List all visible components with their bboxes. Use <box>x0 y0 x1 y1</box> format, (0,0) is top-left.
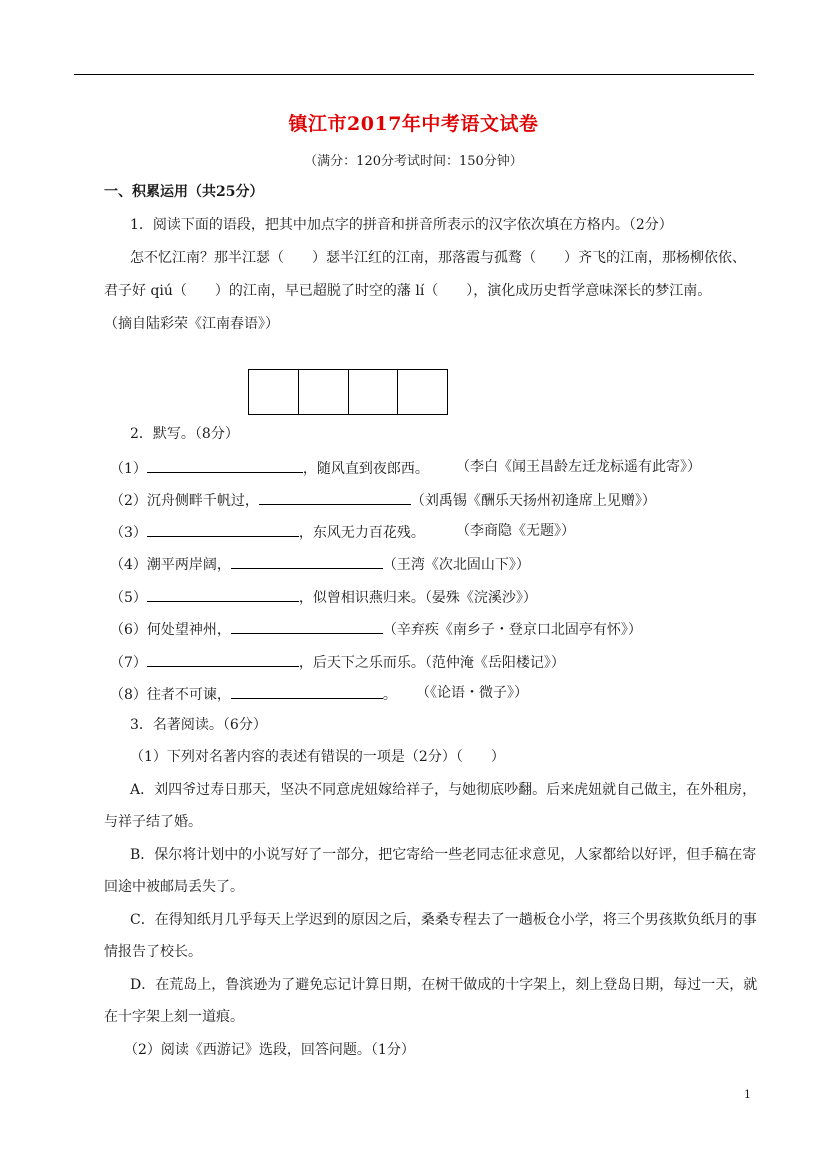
fill-blank[interactable] <box>147 652 299 667</box>
answer-box[interactable] <box>299 370 349 414</box>
dictation-item: （5） ，似曾相识燕归来。（晏殊《浣溪沙》） <box>110 587 537 607</box>
dictation-item: （2）沉舟侧畔千帆过， （刘禹锡《酬乐天扬州初逢席上见赠》） <box>110 490 656 510</box>
fill-blank[interactable] <box>231 619 383 634</box>
option-d: D．在荒岛上，鲁滨逊为了避免忘记计算日期，在树干做成的十字架上，刻上登岛日期，每过一天，就 <box>130 977 758 993</box>
citation: （《论语・微子》） <box>416 685 528 701</box>
option-a: A．刘四爷过寿日那天，坚决不同意虎妞嫁给祥子，与她彻底吵翻。后来虎妞就自己做主，在外租房， <box>130 782 757 798</box>
dictation-item: （7） ，后天下之乐而乐。（范仲淹《岳阳楼记》） <box>110 652 565 672</box>
option-a-cont: 与祥子结了婚。 <box>104 814 202 830</box>
fill-blank[interactable] <box>147 587 299 602</box>
answer-box[interactable] <box>398 370 447 414</box>
q1-passage-line: 君子好 qiú（ ）的江南，早已超脱了时空的藩 lí（ ），演化成历史哲学意味深长的梦江南。 <box>104 283 712 299</box>
dictation-item: （8）往者不可谏， 。 <box>110 684 397 704</box>
answer-boxes <box>248 369 448 415</box>
dictation-item: （1） ，随风直到夜郎西。 <box>110 458 429 478</box>
option-c: C．在得知纸月几乎每天上学迟到的原因之后，桑桑专程去了一趟板仓小学，将三个男孩欺负纸月的事 <box>130 912 757 928</box>
option-c-cont: 情报告了校长。 <box>104 944 202 960</box>
q1-passage-source: （摘自陆彩荣《江南春语》） <box>104 316 279 332</box>
option-d-cont: 在十字架上刻一道痕。 <box>104 1009 244 1025</box>
exam-info: （满分：120分考试时间：150分钟） <box>304 154 523 169</box>
fill-blank[interactable] <box>231 554 383 569</box>
answer-box[interactable] <box>249 370 299 414</box>
dictation-item: （3） ，东风无力百花残。 <box>110 522 425 542</box>
fill-blank[interactable] <box>147 458 303 473</box>
header-rule <box>74 74 754 75</box>
citation: （李商隐《无题》） <box>456 523 575 539</box>
q3-subquestion: （1）下列对名著内容的表述有错误的一项是（2分）（ ） <box>130 749 505 765</box>
citation: （李白《闻王昌龄左迁龙标遥有此寄》） <box>456 459 701 475</box>
option-b-cont: 回途中被邮局丢失了。 <box>104 879 244 895</box>
fill-blank[interactable] <box>147 522 299 537</box>
q2-prompt: 2．默写。（8分） <box>130 426 239 442</box>
answer-box[interactable] <box>349 370 399 414</box>
q3-prompt: 3．名著阅读。（6分） <box>130 717 267 733</box>
q1-passage-line: 怎不忆江南？那半江瑟（ ）瑟半江红的江南，那落霞与孤鹜（ ）齐飞的江南，那杨柳依依、 <box>130 250 746 266</box>
page-title: 镇江市2017年中考语文试卷 <box>288 113 539 135</box>
section-heading: 一、积累运用（共25分） <box>104 184 264 200</box>
q1-prompt: 1．阅读下面的语段，把其中加点字的拼音和拼音所表示的汉字依次填在方格内。（2分） <box>130 217 673 233</box>
page-number: 1 <box>744 1088 751 1101</box>
q3-subquestion: （2）阅读《西游记》选段，回答问题。（1分） <box>124 1042 415 1058</box>
fill-blank[interactable] <box>231 684 383 699</box>
dictation-item: （6）何处望神州， （辛弃疾《南乡子・登京口北固亭有怀》） <box>110 619 642 639</box>
fill-blank[interactable] <box>259 490 411 505</box>
dictation-item: （4）潮平两岸阔， （王湾《次北固山下》） <box>110 554 530 574</box>
option-b: B．保尔将计划中的小说写好了一部分，把它寄给一些老同志征求意见，人家都给以好评，但手稿在寄 <box>130 847 757 863</box>
